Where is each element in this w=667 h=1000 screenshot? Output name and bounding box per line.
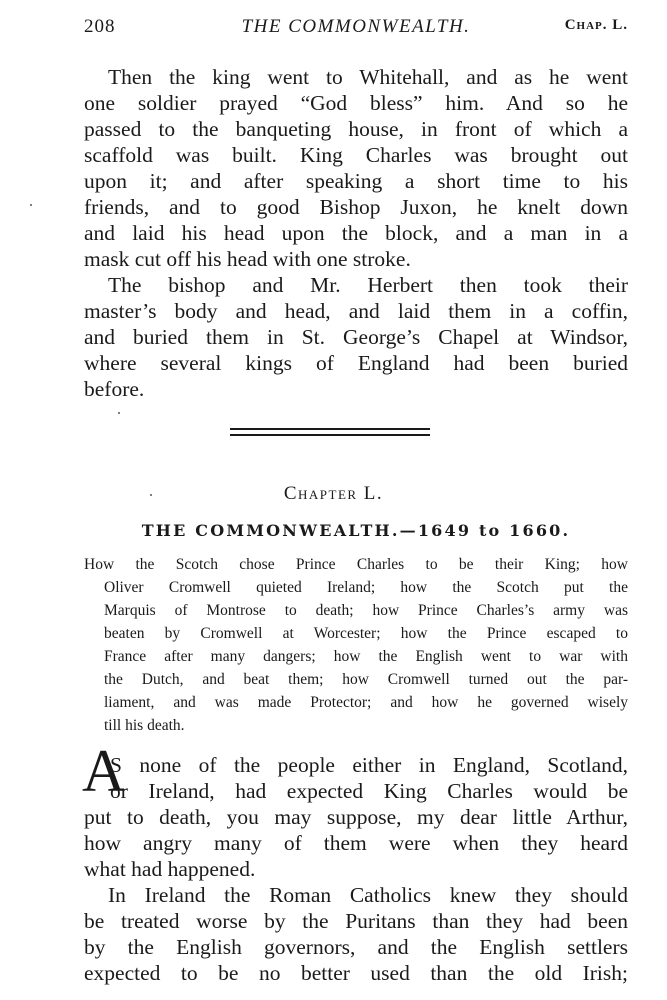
text-line: The bishop and Mr. Herbert then took their [108, 273, 628, 297]
text-line: S none of the people either in England, Scotland, [110, 753, 628, 777]
print-speck [30, 204, 32, 206]
text-line: friends, and to good Bishop Juxon, he knelt down [84, 195, 628, 219]
summary-line: liament, and was made Protector; and how he governed wisely [104, 694, 628, 711]
summary-line: Marquis of Montrose to death; how Prince Charles’s army was [104, 602, 628, 619]
text-line: upon it; and after speaking a short time to his [84, 169, 628, 193]
summary-line: France after many dangers; how the English went to war with [104, 648, 628, 665]
summary-line: Oliver Cromwell quieted Ireland; how the Scotch put the [104, 579, 628, 596]
text-line: master’s body and head, and laid them in a coffin, [84, 299, 628, 323]
running-title: THE COMMONWEALTH. [241, 16, 471, 37]
text-line: put to death, you may suppose, my dear little Arthur, [84, 805, 628, 829]
text-line: In Ireland the Roman Catholics knew they should [108, 883, 628, 907]
text-line: or Ireland, had expected King Charles would be [110, 779, 628, 803]
text-line: expected to be no better used than the old Irish; [84, 961, 628, 985]
print-speck [118, 412, 120, 414]
text-line: and laid his head upon the block, and a man in a [84, 221, 628, 245]
summary-line: the Dutch, and beat them; how Cromwell turned out the par- [104, 671, 628, 688]
text-line: by the English governors, and the English settlers [84, 935, 628, 959]
page-number: 208 [84, 16, 116, 37]
drop-cap: A [82, 738, 126, 804]
text-line: be treated worse by the Puritans than they had been [84, 909, 628, 933]
chapter-reference: Chap. L. [564, 17, 628, 33]
text-line: where several kings of England had been buried [84, 351, 628, 375]
print-speck [150, 494, 152, 496]
section-divider-bottom [230, 434, 430, 436]
section-divider-top [230, 428, 430, 430]
running-header [84, 16, 628, 44]
text-line: before. [84, 377, 145, 401]
text-line: passed to the banqueting house, in front of which a [84, 117, 628, 141]
chapter-title: THE COMMONWEALTH.—1649 to 1660. [141, 521, 571, 540]
text-line: Then the king went to Whitehall, and as he went [108, 65, 628, 89]
summary-line: till his death. [104, 717, 185, 734]
text-line: one soldier prayed “God bless” him. And so he [84, 91, 628, 115]
summary-line: beaten by Cromwell at Worcester; how the Prince escaped to [104, 625, 628, 642]
text-line: how angry many of them were when they heard [84, 831, 628, 855]
text-line: and buried them in St. George’s Chapel at Windsor, [84, 325, 628, 349]
summary-line: How the Scotch chose Prince Charles to be their King; how [84, 556, 628, 573]
text-line: mask cut off his head with one stroke. [84, 247, 411, 271]
text-line: what had happened. [84, 857, 256, 881]
chapter-number: Chapter L. [283, 483, 384, 504]
text-line: scaffold was built. King Charles was brought out [84, 143, 628, 167]
